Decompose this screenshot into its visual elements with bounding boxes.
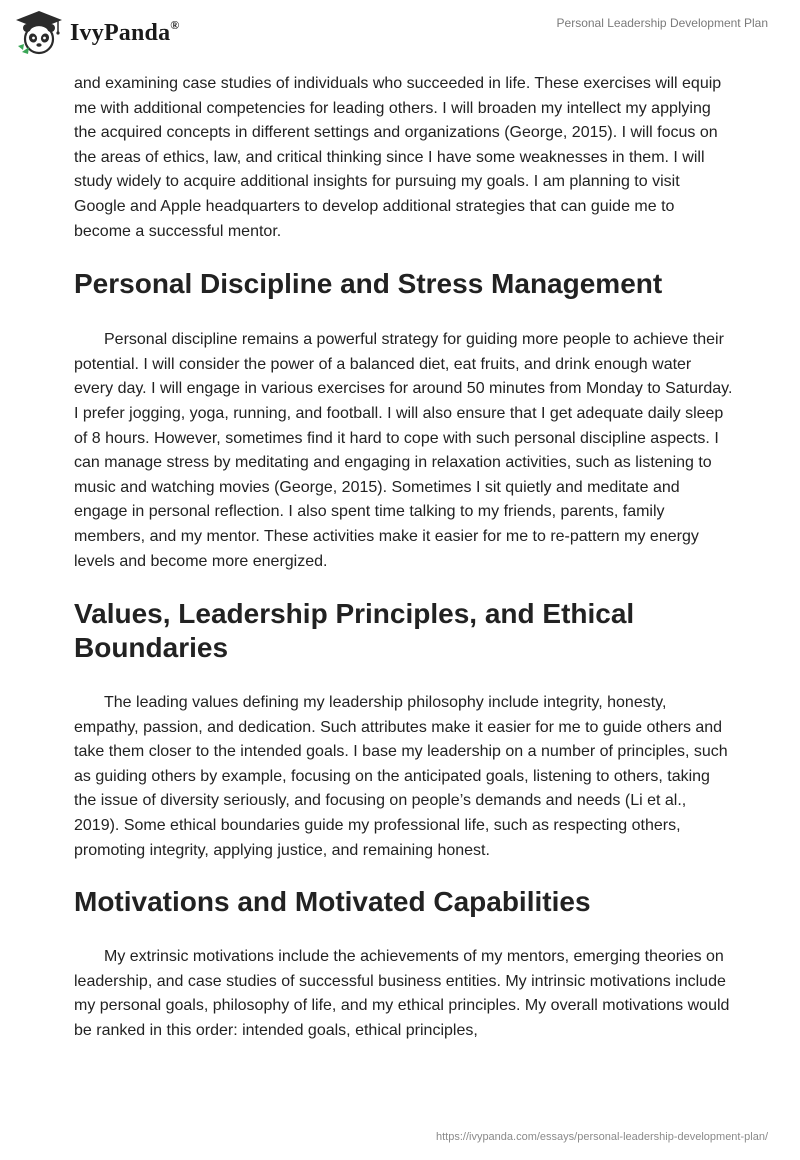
brand-name: IvyPanda® [70, 17, 180, 46]
intro-paragraph: and examining case studies of individuals who succeeded in life. These exercises will equip me with additional competencies for leading others. I will broaden my intellect my applying the acquired concepts in different settings and organizations (George, 2015). I will focus on the areas of ethics, law, and critical thinking since I have some weaknesses in them. I will study widely to acquire additional insights for pursuing my goals. I am planning to visit Google and Apple headquarters to develop additional strategies that can guide me to become a successful mentor. [74, 75, 722, 240]
section-heading-values: Values, Leadership Principles, and Ethical Boundaries [74, 598, 635, 664]
page-header [0, 0, 800, 66]
source-url[interactable]: https://ivypanda.com/essays/personal-leadership-development-plan/ [435, 1131, 768, 1143]
document-title: Personal Leadership Development Plan [556, 16, 768, 30]
ivypanda-logo[interactable] [14, 8, 179, 58]
section-heading-motivations: Motivations and Motivated Capabilities [74, 886, 591, 918]
section-paragraph-discipline: Personal discipline remains a powerful strategy for guiding more people to achieve their potential. I will consider the power of a balanced diet, eat fruits, and drink enough water every day. I will engage in various exercises for around 50 minutes from Monday to Saturday. I prefer jogging, yoga, running, and football. I will also ensure that I get adequate daily sleep of 8 hours. However, sometimes find it hard to cope with such personal discipline aspects. I can manage stress by meditating and engaging in relaxation activities, such as listening to music and watching movies (George, 2015). Sometimes I sit quietly and meditate and engage in personal reflection. I also spent time talking to my friends, parents, family members, and my mentor. These activities make it easier for me to re-pattern my energy levels and become more energized. [74, 331, 733, 570]
panda-graduate-icon [14, 8, 64, 58]
essay-content [74, 72, 734, 1044]
section-heading-discipline: Personal Discipline and Stress Management [74, 268, 663, 300]
section-paragraph-values: The leading values defining my leadership philosophy include integrity, honesty, empathy, passion, and dedication. Such attributes make it easier for me to guide others and take them closer to the intended goals. I base my leadership on a number of principles, such as guiding others by example, focusing on the anticipated goals, listening to others, taking the issue of diversity seriously, and focusing on people’s demands and needs (Li et al., 2019). Some ethical boundaries guide my professional life, such as respecting others, promoting integrity, applying justice, and remaining honest. [74, 694, 728, 859]
section-paragraph-motivations: My extrinsic motivations include the achievements of my mentors, emerging theories on leadership, and case studies of successful business entities. My intrinsic motivations include my personal goals, philosophy of life, and my ethical principles. My overall motivations would be ranked in this order: intended goals, ethical principles, [74, 948, 730, 1040]
